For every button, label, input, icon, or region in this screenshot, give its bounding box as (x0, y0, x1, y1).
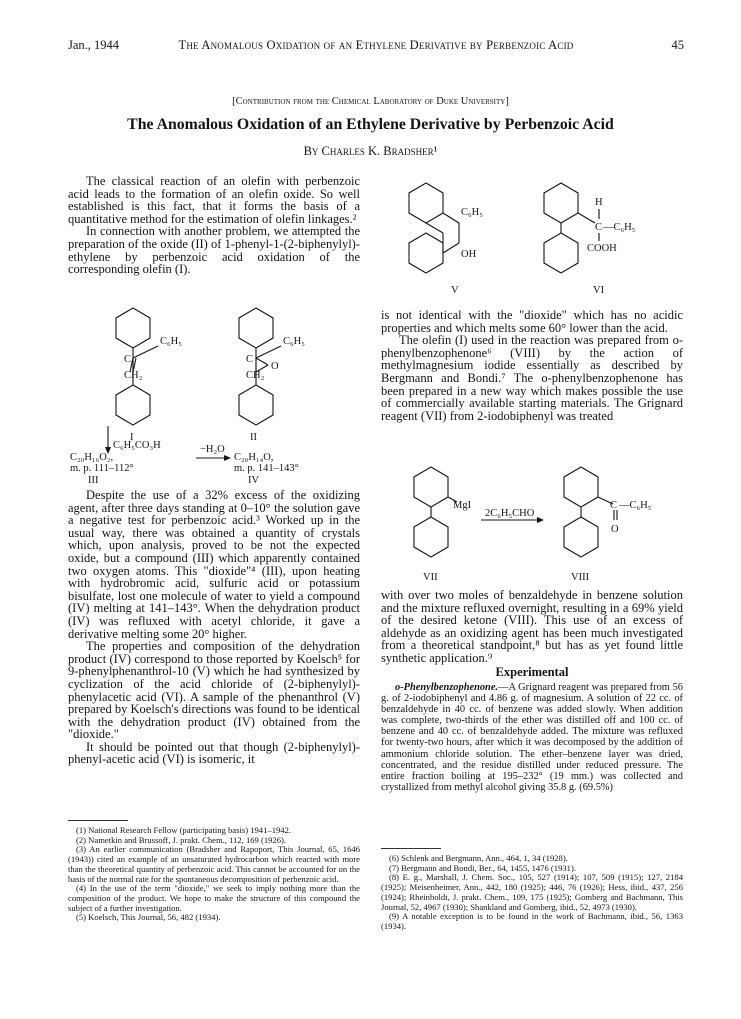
oxygen-label: O (271, 361, 279, 372)
carbon-label: C (595, 222, 603, 233)
right-column-body (381, 309, 683, 422)
reagent-label: C₆H₅CO₃H (113, 440, 161, 451)
formula-iv: C₂₀H₁₄O, (234, 452, 274, 463)
experimental-text: —A Grignard reagent was prepared from 56 g. of 2-iodobiphenyl and 4.86 g. of magnesium. A solution of 22 cc. of benzaldehyde in 40 cc. of benzene was added slowly. When addition was complete, two-thirds of the ether was distilled off and 100 cc. of benzene and 40 cc. of benzaldehyde added. The mixture was refluxed for twenty-two hours, after which it was decomposed by the addition of ammonium chloride solution. The ether–benzene layer was dried, concentrated, and the residue distilled under reduced pressure. The entire fraction boiling at 195–232° (19 mm.) was collected and crystallized from methyl alcohol giving 35.8 g. (69.5%) (381, 682, 683, 793)
compound-label-vii: VII (423, 572, 438, 583)
carbon-label: C (124, 354, 132, 365)
substituent-label: C₆H₅ (283, 336, 305, 347)
byline: By Charles K. Bradsher¹ (303, 144, 438, 158)
paragraph: The properties and composition of the dehydration product (IV) correspond to those reported by Koelsch⁵ for 9-phenylphenanthrol-10 (V) which he had synthesized by cyclization of the acid chloride of (2-biphenylyl)-phenylacetic acid (VI). A sample of the phenanthrol (V) prepared by Koelsch's directions was found to be identical with the dehydration product (IV) obtained from the "dioxide." (68, 639, 360, 742)
hydrogen-label: H (595, 197, 603, 208)
reaction-scheme-olefin-oxidation (68, 300, 360, 485)
paragraph: Despite the use of a 32% excess of the oxidizing agent, after three days standing at 0–10° the solution gave a negative test for perbenzoic acid.³ Worked up in the usual way, there was obtained a quantity of crystals which, upon analysis, proved to be not the expected oxide, but a compound (III) which apparently contained two oxygen atoms. This "dioxide"⁴ (III), upon heating with hydrobromic acid, sulfuric acid or potassium bisulfate, lost one molecule of water to yield a compound (IV) melting at 141–143°. When the dehydration product (IV) was refluxed with acetyl chloride, it gave a derivative melting some 20° higher. (68, 488, 360, 641)
mp-iv: m. p. 141–143° (234, 463, 299, 474)
footnote: (1) National Research Fellow (participating basis) 1941–1942. (76, 825, 292, 835)
footnote: (3) An earlier communication (Bradsher and Rapoport, This Journal, 65, 1646 (1943)) cited an example of an unsaturated hydrocarbon which reacted with more than the theoretical quantity of perbenzoic acid. This cannot be accounted for on the basis of the normal rate for the spontaneous decomposition of perbenzoic acid. (68, 844, 360, 884)
compound-label-i: I (130, 432, 134, 443)
methylene-label: CH₂ (124, 370, 143, 381)
carboxyl-label: COOH (587, 243, 617, 254)
compound-label-vi: VI (593, 285, 605, 296)
substituent-label: C₆H₅ (160, 336, 182, 347)
reagent-label: 2C₆H₅CHO (485, 508, 535, 519)
paragraph: with over two moles of benzaldehyde in benzene solution and the mixture refluxed overnight, resulting in a 69% yield of the desired ketone (VIII). This use of an excess of aldehyde as an oxidizing agent has been much investigated from a theoretical standpoint,⁸ but has as yet found little synthetic application.⁹ (381, 588, 683, 665)
oxygen-label: O (611, 524, 619, 535)
left-column-intro (68, 175, 360, 276)
footnote: (4) In the use of the term "dioxide," we seek to imply nothing more than the composition of the product. We hope to make the structure of this compound the subject of a further investigation. (68, 883, 360, 913)
hydroxyl-label: OH (461, 249, 477, 260)
methylene-label: CH₂ (246, 370, 265, 381)
compound-label-v: V (451, 285, 459, 296)
experimental-paragraph (381, 682, 683, 793)
carbon-label: C (246, 354, 254, 365)
running-title: The Anomalous Oxidation of an Ethylene Derivative by Perbenzoic Acid (178, 38, 574, 52)
water-loss-label: −H₂O (200, 444, 225, 455)
article-title: The Anomalous Oxidation of an Ethylene Derivative by Perbenzoic Acid (127, 116, 614, 133)
mp-iii: m. p. 111–112° (70, 463, 134, 474)
right-column-continuation (381, 589, 683, 665)
footnote: (2) Nametkin and Brussoff, J. prakt. Chem., 112, 169 (1926). (76, 834, 287, 845)
paragraph: The classical reaction of an olefin with perbenzoic acid leads to the formation of an olefin oxide. So well established is this fact, that it forms the basis of a quantitative method for the estimation of olefin linkages.² (68, 174, 360, 226)
compound-label-ii: II (250, 432, 257, 443)
left-column-body (68, 489, 360, 766)
footnotes-right (381, 854, 683, 932)
contribution-line: [Contribution from the Chemical Laboratory of Duke University] (232, 96, 509, 107)
compound-label-viii: VIII (571, 572, 590, 583)
formula-iii: C₂₀H₁₆O₂, (70, 452, 114, 463)
compound-label-iii: III (88, 475, 99, 485)
carbon-label: C (610, 500, 618, 511)
paragraph: In connection with another problem, we attempted the preparation of the oxide (II) of 1-phenyl-1-(2-biphenylyl)-ethylene by perbenzoic acid oxidation of the corresponding olefin (I). (68, 224, 360, 277)
footnote-rule (381, 848, 441, 849)
substituent-label: —C₆H₅ (619, 500, 652, 511)
grignard-scheme (381, 462, 683, 587)
footnote-rule (68, 820, 128, 821)
footnote: (6) Schlenk and Bergmann, Ann., 464, 1, 34 (1928). (389, 853, 568, 863)
page-number: 45 (671, 38, 684, 52)
paragraph: is not identical with the "dioxide" which has no acidic properties and which melts some 60° lower than the acid. (381, 308, 683, 335)
paragraph: It should be pointed out that though (2-biphenylyl)-phenyl-acetic acid (VI) is isomeric, it (68, 739, 360, 767)
experimental-section (381, 682, 683, 793)
run-in-heading: o-Phenylbenzophenone. (395, 682, 499, 693)
footnote: (9) A notable exception is to be found in the work of Bachmann, ibid., 56, 1363 (1934). (381, 911, 683, 931)
footnote: (8) E. g., Marshall, J. Chem. Soc., 105, 527 (1914); 107, 509 (1915); 127, 2184 (1925); Meisenheimer, Ann., 442, 180 (1925); 446, 76 (1926); Hess, ibid., 437, 256 (1924); Rheinboldt, J. prakt. Chem., 109, 175 (1925); Gomberg and Bachmann, This Journal, 52, 4967 (1930); Shankland and Gomberg, ibid., 52, 4973 (1930). (381, 872, 683, 912)
experimental-heading: Experimental (495, 665, 569, 679)
substituent-label: —C₆H₅ (603, 222, 636, 233)
compound-label-iv: IV (248, 475, 260, 485)
footnote: (7) Bergmann and Bondi, Ber., 64, 1455, 1476 (1931). (389, 862, 576, 873)
footnotes-left (68, 826, 360, 923)
issue-date: Jan., 1944 (68, 38, 120, 52)
paragraph: The olefin (I) used in the reaction was prepared from o-phenylbenzophenone⁶ (VIII) by the action of methylmagnesium iodide essentially as described by Bergmann and Bondi.⁷ The o-phenylbenzophenone has been prepared in a new way which makes possible the use of commercially available starting materials. The Grignard reagent (VII) from 2-iodobiphenyl was treated (381, 333, 683, 423)
substituent-label: C₆H₅ (461, 207, 483, 218)
magnesium-iodide-label: MgI (453, 500, 472, 511)
footnote: (5) Koelsch, This Journal, 56, 482 (1934). (76, 912, 221, 923)
structures-v-vi (381, 175, 683, 300)
